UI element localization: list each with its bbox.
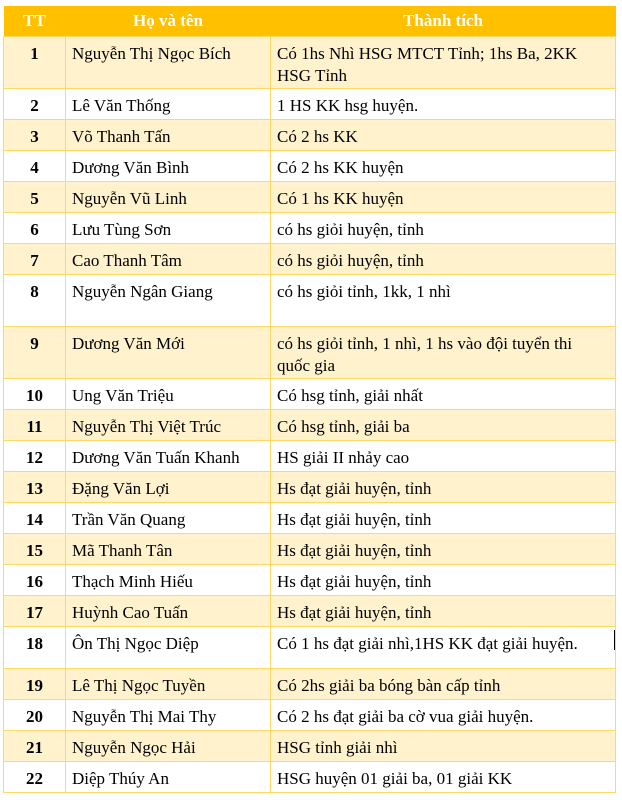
row-number: 20 <box>4 700 66 731</box>
table-row <box>4 472 616 503</box>
table-row <box>4 503 616 534</box>
row-achievement: có hs giỏi huyện, tỉnh <box>271 244 616 275</box>
row-achievement: Có 1hs Nhì HSG MTCT Tỉnh; 1hs Ba, 2KK HSG Tỉnh <box>271 37 616 89</box>
text-cursor <box>614 630 615 650</box>
row-number: 17 <box>4 596 66 627</box>
row-name: Nguyễn Ngân Giang <box>66 275 271 327</box>
row-number: 18 <box>4 627 66 669</box>
row-number: 5 <box>4 182 66 213</box>
row-number: 13 <box>4 472 66 503</box>
row-name: Đặng Văn Lợi <box>66 472 271 503</box>
table-row <box>4 410 616 441</box>
row-achievement: có hs giỏi huyện, tỉnh <box>271 213 616 244</box>
table-row <box>4 762 616 793</box>
table-row <box>4 37 616 89</box>
table-row <box>4 700 616 731</box>
row-achievement: Có 2hs giải ba bóng bàn cấp tỉnh <box>271 669 616 700</box>
table-row <box>4 327 616 379</box>
row-number: 9 <box>4 327 66 379</box>
table-row <box>4 627 616 669</box>
table-row <box>4 151 616 182</box>
row-name: Nguyễn Thị Ngọc Bích <box>66 37 271 89</box>
row-number: 14 <box>4 503 66 534</box>
table-row <box>4 565 616 596</box>
row-number: 11 <box>4 410 66 441</box>
row-number: 16 <box>4 565 66 596</box>
row-name: Nguyễn Thị Việt Trúc <box>66 410 271 441</box>
row-number: 19 <box>4 669 66 700</box>
row-name: Lê Thị Ngọc Tuyền <box>66 669 271 700</box>
row-achievement: Có 2 hs KK huyện <box>271 151 616 182</box>
row-achievement: có hs giỏi tỉnh, 1kk, 1 nhì <box>271 275 616 327</box>
row-achievement: Có 1 hs KK huyện <box>271 182 616 213</box>
row-number: 3 <box>4 120 66 151</box>
table-row <box>4 120 616 151</box>
row-name: Dương Văn Bình <box>66 151 271 182</box>
row-name: Diệp Thúy An <box>66 762 271 793</box>
table-row <box>4 213 616 244</box>
row-number: 12 <box>4 441 66 472</box>
row-name: Dương Văn Mới <box>66 327 271 379</box>
row-name: Huỳnh Cao Tuấn <box>66 596 271 627</box>
table-row <box>4 379 616 410</box>
header-row <box>4 6 616 37</box>
row-achievement: 1 HS KK hsg huyện. <box>271 89 616 120</box>
row-number: 6 <box>4 213 66 244</box>
row-name: Ôn Thị Ngọc Diệp <box>66 627 271 669</box>
table-row <box>4 534 616 565</box>
header-achievement: Thành tích <box>271 6 616 37</box>
table-row <box>4 669 616 700</box>
header-name: Họ và tên <box>66 6 271 37</box>
row-achievement: HS giải II nhảy cao <box>271 441 616 472</box>
table-row <box>4 275 616 327</box>
row-name: Nguyễn Thị Mai Thy <box>66 700 271 731</box>
table-row <box>4 244 616 275</box>
table-row <box>4 89 616 120</box>
row-achievement: có hs giỏi tỉnh, 1 nhì, 1 hs vào đội tuyển thi quốc gia <box>271 327 616 379</box>
row-achievement: Có hsg tỉnh, giải nhất <box>271 379 616 410</box>
row-number: 8 <box>4 275 66 327</box>
row-number: 10 <box>4 379 66 410</box>
row-name: Thạch Minh Hiếu <box>66 565 271 596</box>
row-number: 22 <box>4 762 66 793</box>
row-achievement: Hs đạt giải huyện, tỉnh <box>271 472 616 503</box>
row-name: Lê Văn Thống <box>66 89 271 120</box>
table-row <box>4 441 616 472</box>
row-name: Mã Thanh Tân <box>66 534 271 565</box>
row-name: Trần Văn Quang <box>66 503 271 534</box>
row-achievement: Hs đạt giải huyện, tỉnh <box>271 534 616 565</box>
row-number: 21 <box>4 731 66 762</box>
table-row <box>4 182 616 213</box>
row-name: Nguyễn Ngọc Hải <box>66 731 271 762</box>
row-achievement: Có 1 hs đạt giải nhì,1HS KK đạt giải huyện. <box>271 627 616 669</box>
row-number: 1 <box>4 37 66 89</box>
row-name: Võ Thanh Tấn <box>66 120 271 151</box>
header-tt: TT <box>4 6 66 37</box>
table-body <box>4 37 616 793</box>
achievements-table <box>3 6 616 793</box>
row-name: Dương Văn Tuấn Khanh <box>66 441 271 472</box>
row-name: Cao Thanh Tâm <box>66 244 271 275</box>
row-achievement: Hs đạt giải huyện, tỉnh <box>271 565 616 596</box>
row-achievement: Có 2 hs đạt giải ba cờ vua giải huyện. <box>271 700 616 731</box>
row-name: Ung Văn Triệu <box>66 379 271 410</box>
row-achievement: Hs đạt giải huyện, tỉnh <box>271 503 616 534</box>
row-number: 15 <box>4 534 66 565</box>
row-achievement: HSG tỉnh giải nhì <box>271 731 616 762</box>
row-number: 4 <box>4 151 66 182</box>
row-name: Nguyễn Vũ Linh <box>66 182 271 213</box>
row-number: 7 <box>4 244 66 275</box>
row-achievement: HSG huyện 01 giải ba, 01 giải KK <box>271 762 616 793</box>
row-achievement: Có hsg tỉnh, giải ba <box>271 410 616 441</box>
table-row <box>4 731 616 762</box>
table-row <box>4 596 616 627</box>
row-name: Lưu Tùng Sơn <box>66 213 271 244</box>
row-achievement: Hs đạt giải huyện, tỉnh <box>271 596 616 627</box>
row-number: 2 <box>4 89 66 120</box>
row-achievement: Có 2 hs KK <box>271 120 616 151</box>
